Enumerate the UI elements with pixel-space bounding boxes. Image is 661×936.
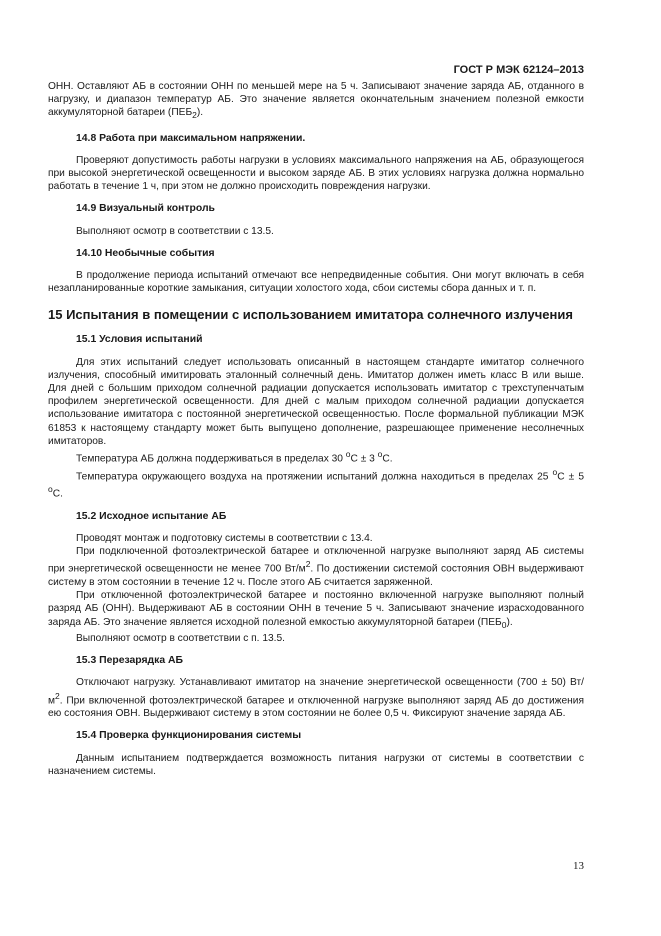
text: ОНН. Оставляют АБ в состоянии ОНН по меньшей мере на 5 ч. Записывают значение заряда АБ, отданного в нагрузку, и диапазон температур АБ. Это значение является окончательным значением полезной емкости аккумуляторной батареи (ПЕБ — [48, 81, 584, 119]
text: Температура АБ должна поддерживаться в пределах 30 — [76, 453, 346, 465]
page-content — [48, 80, 584, 778]
paragraph: Выполняют осмотр в соответствии с 13.5. — [76, 225, 274, 237]
text: Отключают нагрузку. Устанавливают имитатор на значение энергетической освещенности (700 ± 50) Вт/м — [48, 677, 584, 706]
document-code: ГОСТ Р МЭК 62124–2013 — [453, 64, 584, 76]
paragraph: Для этих испытаний следует использовать описанный в настоящем стандарте имитатор солнечного излучения, способный имитировать эталонный солнечный день. Имитатор должен иметь класс В или выше. Для дней с большим приходом солнечной радиации допускается использовать имитатор с трехступенчатым профилем энергетической освещенности. Для дней с малым приходом солнечной радиации допускается использование имитатора с постоянной энергетической освещенностью. После формальной публикации МЭК 61853 к настоящему стандарту может быть выпущено дополнение, разрешающее применение несолнечных имитаторов. — [48, 356, 584, 447]
paragraph-continuation — [48, 80, 584, 123]
text: . По достижении системой состояния ОВН выдерживают систему в этом состоянии в течение 12 ч. После этого АБ считается заряженной. — [48, 563, 584, 589]
paragraph: В продолжение периода испытаний отмечают все непредвиденные события. Они могут включать в себя незапланированные короткие замыкания, ситуации холостого хода, сбои системы сбора данных и т. п. — [48, 270, 584, 295]
section-heading-14-8: 14.8 Работа при максимальном напряжении. — [76, 132, 306, 144]
paragraph: Проводят монтаж и подготовку системы в соответствии с 13.4. — [76, 533, 373, 545]
subscript: 2 — [192, 110, 197, 121]
superscript: 2 — [305, 559, 311, 570]
section-heading-15-3: 15.3 Перезарядка АБ — [76, 655, 183, 667]
text: С ± 5 — [557, 471, 584, 483]
text: При подключенной фотоэлектрической батарее и отключенной нагрузке выполняют заряд АБ системы при энергетической освещенности не менее 700 Вт/м — [48, 546, 584, 575]
superscript: о — [552, 466, 558, 477]
paragraph — [48, 466, 584, 501]
text: С. — [52, 488, 63, 500]
paragraph — [48, 589, 584, 632]
superscript: о — [377, 449, 383, 460]
text: С ± 3 — [350, 453, 378, 465]
paragraph: Выполняют осмотр в соответствии с п. 13.5. — [76, 632, 285, 644]
text: ). — [506, 616, 513, 628]
text: ). — [196, 107, 204, 119]
paragraph — [48, 448, 584, 466]
paragraph: Данным испытанием подтверждается возможность питания нагрузки от системы в соответствии с назначением системы. — [48, 752, 584, 777]
superscript: о — [345, 449, 351, 460]
paragraph: Проверяют допустимость работы нагрузки в условиях максимального напряжения на АБ, образующегося при высокой энергетической освещенности и высоком заряде АБ. В этих условиях нагрузка должна нормально работать в течение 1 ч, при этом не должно происходить повреждения нагрузки. — [48, 154, 584, 193]
text: С. — [382, 453, 393, 465]
section-heading-14-10: 14.10 Необычные события — [76, 247, 215, 259]
superscript: о — [48, 484, 53, 495]
text: Температура окружающего воздуха на протяжении испытаний должна находиться в пределах 25 — [76, 471, 553, 483]
section-heading-15: 15 Испытания в помещении с использованием имитатора солнечного излучения — [48, 307, 573, 323]
section-heading-15-4: 15.4 Проверка функционирования системы — [76, 730, 302, 742]
section-heading-15-1: 15.1 Условия испытаний — [76, 334, 203, 346]
section-heading-15-2: 15.2 Исходное испытание АБ — [76, 510, 227, 522]
superscript: 2 — [55, 690, 60, 701]
section-heading-14-9: 14.9 Визуальный контроль — [76, 203, 215, 215]
paragraph — [48, 545, 584, 589]
paragraph — [48, 676, 584, 720]
page-number: 13 — [573, 860, 584, 872]
text: . При включенной фотоэлектрической батарее и отключенной нагрузке выполняют заряд АБ до достижения ею состояния ОВН. Выдерживают систему в этом состоянии не более 0,5 ч. Фиксируют значение заряда АБ. — [48, 694, 584, 720]
text: При отключенной фотоэлектрической батарее и постоянно включенной нагрузке выполняют полный разряд АБ (ОНН). Выдерживают АБ в состоянии ОНН в течение 5 ч. Записывают значение израсходованного заряда АБ. Это значение является исходной полезной емкостью аккумуляторной батареи (ПЕБ — [48, 590, 584, 628]
subscript: 0 — [501, 619, 507, 630]
